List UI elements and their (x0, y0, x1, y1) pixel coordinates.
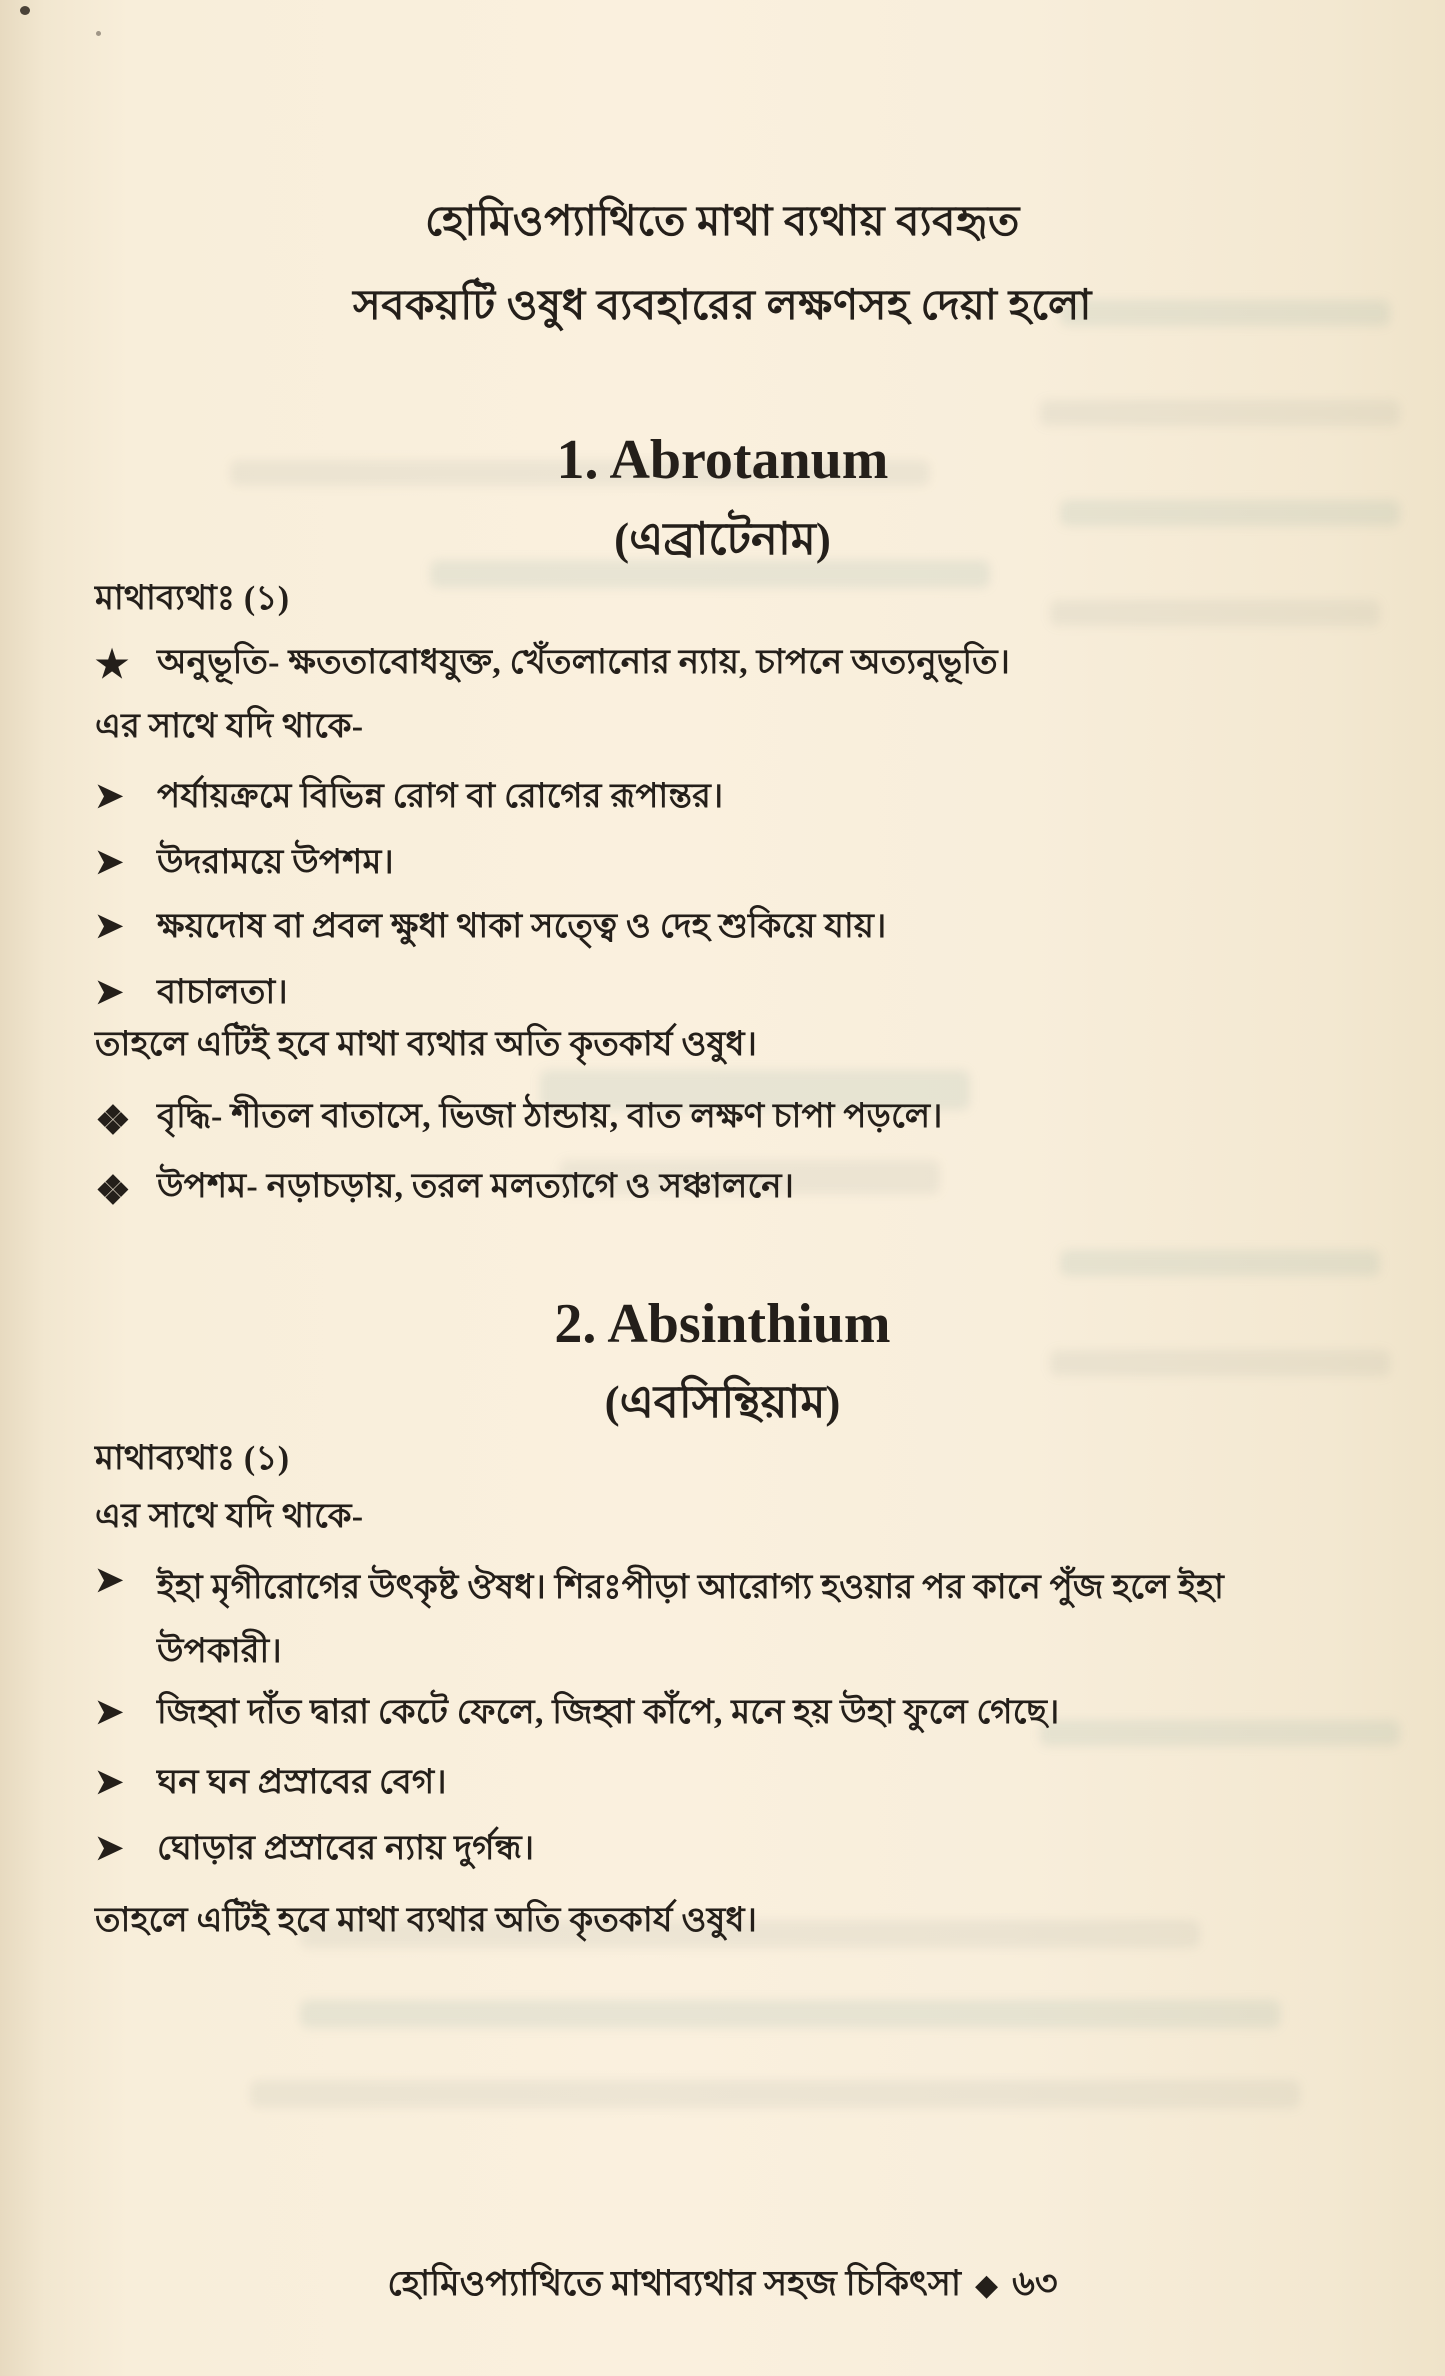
remedy-2-heading-bengali: (এবসিন্থিয়াম) (604, 1377, 841, 1427)
bleed-through-smudge (300, 2000, 1280, 2028)
remedy-1-arrow-item (95, 838, 1375, 887)
bleed-through-smudge (1060, 1250, 1380, 1276)
arrow-item-text: ইহা মৃগীরোগের উৎকৃষ্ট ঔষধ। শিরঃপীড়া আরোগ্য হওয়ার পর কানে পুঁজ হলে ইহা উপকারী। (157, 1569, 1225, 1670)
scan-speck (96, 31, 101, 36)
page-number: ৬৩ (1012, 2264, 1058, 2303)
diamond-icon: ❖ (95, 1168, 132, 1213)
remedy-1-intro: এর সাথে যদি থাকে- (95, 708, 364, 745)
remedy-1-arrow-item (95, 902, 1375, 951)
remedy-1-star-item (95, 638, 1375, 693)
arrow-item-text: ঘোড়ার প্রস্রাবের ন্যায় দুর্গন্ধ। (157, 1830, 535, 1867)
remedy-2-headache-label: মাথাব্যথাঃ (১) (95, 1440, 290, 1477)
remedy-2-heading-english: 2. Absinthium (554, 1293, 891, 1355)
remedy-2-intro: এর সাথে যদি থাকে- (95, 1498, 364, 1535)
remedy-2-conclusion: তাহলে এটিই হবে মাথা ব্যথার অতি কৃতকার্য ওষুধ। (95, 1902, 758, 1939)
remedy-1-headache-label: মাথাব্যথাঃ (১) (95, 580, 290, 617)
arrow-item-text: উদরাময়ে উপশম। (157, 844, 394, 881)
arrow-icon: ➤ (95, 1562, 124, 1599)
diamond-icon: ❖ (95, 1098, 132, 1143)
arrow-icon: ➤ (95, 1694, 124, 1731)
remedy-1-aggravation (95, 1092, 1375, 1150)
remedy-2-arrow-item (95, 1556, 1380, 1684)
diamond-item-text: বৃদ্ধি- শীতল বাতাসে, ভিজা ঠান্ডায়, বাত লক্ষণ চাপা পড়লে। (157, 1098, 943, 1135)
scan-speck (20, 6, 30, 15)
page-title-line-1: হোমিওপ্যাথিতে মাথা ব্যথায় ব্যবহৃত (425, 199, 1020, 245)
arrow-icon: ➤ (95, 974, 124, 1011)
footer-book-title: হোমিওপ্যাথিতে মাথাব্যথার সহজ চিকিৎসা (387, 2264, 961, 2303)
star-icon: ★ (95, 644, 130, 686)
remedy-1-arrow-item (95, 968, 1375, 1017)
arrow-icon: ➤ (95, 908, 124, 945)
page-title-line-2: সবকয়টি ওষুধ ব্যবহারের লক্ষণসহ দেয়া হলো (353, 283, 1092, 329)
arrow-item-text: জিহ্বা দাঁত দ্বারা কেটে ফেলে, জিহ্বা কাঁপে, মনে হয় উহা ফুলে গেছে। (157, 1694, 1060, 1731)
remedy-2-arrow-item (95, 1824, 1375, 1873)
diamond-separator-icon: ◆ (974, 2269, 999, 2302)
arrow-item-text: বাচালতা। (157, 974, 288, 1011)
bleed-through-smudge (250, 2080, 1300, 2108)
arrow-item-text: পর্যায়ক্রমে বিভিন্ন রোগ বা রোগের রূপান্তর। (157, 778, 724, 815)
arrow-item-text: ক্ষয়দোষ বা প্রবল ক্ষুধা থাকা সত্ত্বে ও দেহ শুকিয়ে যায়। (157, 908, 887, 945)
arrow-icon: ➤ (95, 1764, 124, 1801)
remedy-1-heading-bengali: (এব্রাটেনাম) (614, 514, 831, 564)
arrow-icon: ➤ (95, 778, 124, 815)
remedy-2-arrow-item (95, 1688, 1415, 1737)
remedy-1-arrow-item (95, 772, 1375, 821)
star-item-text: অনুভূতি- ক্ষততাবোধযুক্ত, খেঁতলানোর ন্যায়, চাপনে অত্যনুভূতি। (157, 644, 1011, 681)
arrow-item-text: ঘন ঘন প্রস্রাবের বেগ। (157, 1764, 447, 1801)
arrow-icon: ➤ (95, 1830, 124, 1867)
bleed-through-smudge (1040, 400, 1400, 426)
arrow-icon: ➤ (95, 844, 124, 881)
diamond-item-text: উপশম- নড়াচড়ায়, তরল মলত্যাগে ও সঞ্চালনে। (157, 1168, 795, 1205)
remedy-1-amelioration (95, 1162, 1375, 1220)
bleed-through-smudge (1050, 600, 1380, 626)
page-footer (0, 2256, 1445, 2315)
remedy-1-conclusion: তাহলে এটিই হবে মাথা ব্যথার অতি কৃতকার্য ওষুধ। (95, 1026, 758, 1063)
remedy-2-arrow-item (95, 1758, 1375, 1807)
remedy-1-heading-english: 1. Abrotanum (556, 429, 889, 491)
